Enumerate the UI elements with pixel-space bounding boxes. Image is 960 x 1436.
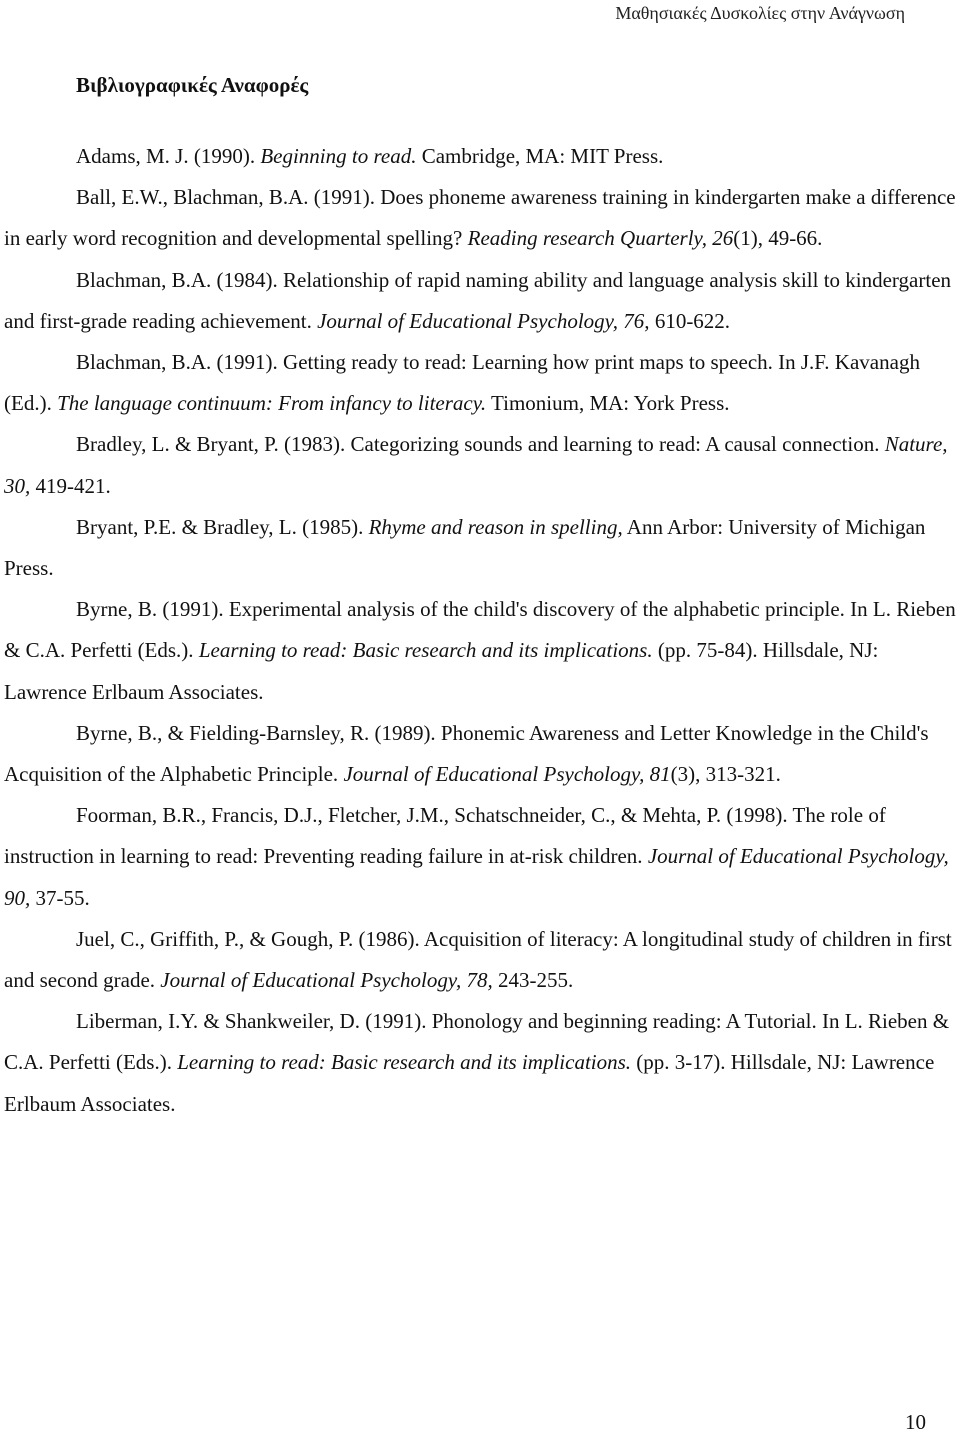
reference-title: Journal of Educational Psychology, 78,: [160, 968, 493, 993]
reference-text: Byrne, B., & Fielding-Barnsley, R. (1989). Phonemic Awareness and Letter Knowledge in the Child's Acquisition of the Alphabetic Principle.: [4, 720, 929, 787]
reference-text: Ball, E.W., Blachman, B.A. (1991). Does phoneme awareness training in kindergarten make a difference in early word recognition and developmental spelling?: [4, 185, 956, 251]
reference-byrne-1989: [4, 713, 956, 795]
reference-title: Nature, 30,: [4, 432, 948, 498]
reference-foorman-1998: [4, 795, 956, 919]
reference-text: Blachman, B.A. (1984). Relationship of rapid naming ability and language analysis skill to kindergarten and first-grade reading achievement.: [4, 267, 952, 333]
reference-text: Liberman, I.Y. & Shankweiler, D. (1991). Phonology and beginning reading: A Tutorial. In L. Rieben & C.A. Perfetti (Eds.).: [4, 1009, 950, 1075]
reference-title: Learning to read: Basic research and its implications.: [198, 638, 653, 663]
reference-text: Juel, C., Griffith, P., & Gough, P. (1986). Acquisition of literacy: A longitudinal study of children in first and second grade.: [4, 926, 952, 993]
reference-title: Journal of Educational Psychology, 81: [343, 762, 671, 787]
reference-text: 610-622.: [649, 308, 731, 333]
reference-text: (pp. 75-84). Hillsdale, NJ: Lawrence Erlbaum Associates.: [4, 638, 879, 704]
reference-title: Journal of Educational Psychology, 90,: [4, 844, 949, 910]
reference-title: Rhyme and reason in spelling,: [368, 514, 623, 539]
reference-juel-1986: [4, 919, 956, 1001]
reference-text: Byrne, B. (1991). Experimental analysis of the child's discovery of the alphabetic principle. In L. Rieben & C.A. Perfetti (Eds.).: [4, 597, 956, 663]
section-title: Βιβλιογραφικές Αναφορές: [76, 73, 309, 97]
reference-text: (pp. 3-17). Hillsdale, NJ: Lawrence Erlbaum Associates.: [4, 1050, 935, 1116]
reference-text: Adams, M. J. (1990).: [76, 144, 261, 168]
running-header: Μαθησιακές Δυσκολίες στην Ανάγνωση: [615, 3, 905, 23]
reference-title: Beginning to read.: [260, 144, 417, 168]
reference-title: Reading research Quarterly, 26: [467, 226, 734, 251]
reference-text: Timonium, MA: York Press.: [486, 391, 730, 416]
reference-blachman-1991: [4, 342, 956, 424]
reference-text: Ann Arbor: University of Michigan Press.: [4, 514, 926, 581]
reference-text: 37-55.: [30, 885, 90, 910]
reference-text: Bryant, P.E. & Bradley, L. (1985).: [76, 514, 369, 539]
reference-text: (3), 313-321.: [670, 762, 781, 787]
page-number: 10: [905, 1410, 926, 1434]
reference-text: Cambridge, MA: MIT Press.: [416, 144, 664, 168]
reference-list: [4, 136, 956, 1125]
reference-title: Learning to read: Basic research and its implications.: [177, 1050, 632, 1075]
reference-text: 419-421.: [30, 473, 111, 498]
reference-text: (1), 49-66.: [733, 226, 823, 251]
reference-title: The language continuum: From infancy to literacy.: [57, 391, 487, 416]
reference-ball-1991: [4, 177, 956, 259]
reference-title: Journal of Educational Psychology, 76,: [317, 308, 650, 333]
reference-text: 243-255.: [492, 968, 574, 993]
reference-text: Blachman, B.A. (1991). Getting ready to read: Learning how print maps to speech. In J.F. Kavanagh (Ed.).: [4, 350, 920, 416]
reference-liberman-1991: [4, 1001, 956, 1125]
reference-byrne-1991: [4, 589, 956, 713]
reference-bradley-1983: [4, 424, 956, 506]
reference-bryant-1985: [4, 507, 956, 589]
reference-adams-1990: [4, 136, 956, 177]
reference-text: Foorman, B.R., Francis, D.J., Fletcher, J.M., Schatschneider, C., & Mehta, P. (1998). The role of instruction in learning to read: Preventing reading failure in at-risk children.: [4, 803, 886, 869]
reference-text: Bradley, L. & Bryant, P. (1983). Categorizing sounds and learning to read: A causal connection.: [76, 432, 885, 457]
reference-blachman-1984: [4, 260, 956, 342]
